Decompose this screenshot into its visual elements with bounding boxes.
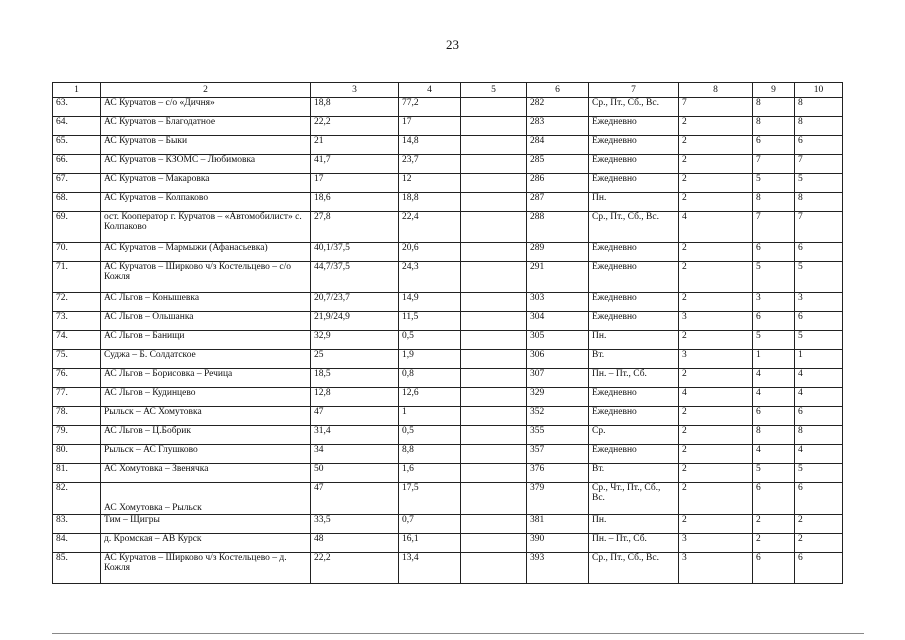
column-5-value <box>461 312 527 331</box>
column-5-value <box>461 483 527 515</box>
route-code: 289 <box>527 243 589 262</box>
column-10-value: 5 <box>795 331 843 350</box>
column-5-value <box>461 369 527 388</box>
route-name: АС Льгов – Банищи <box>101 331 311 350</box>
column-8-value: 2 <box>679 445 753 464</box>
column-10-value: 4 <box>795 388 843 407</box>
row-number: 77. <box>53 388 101 407</box>
column-3-value: 18,5 <box>311 369 399 388</box>
column-9-value: 4 <box>753 445 795 464</box>
column-5-value <box>461 350 527 369</box>
column-4-value: 22,4 <box>399 212 461 243</box>
column-10-value: 2 <box>795 534 843 553</box>
column-4-value: 77,2 <box>399 98 461 117</box>
schedule-days: Пн. – Пт., Сб. <box>589 369 679 388</box>
column-9-value: 2 <box>753 534 795 553</box>
column-5-value <box>461 534 527 553</box>
column-8-value: 3 <box>679 553 753 584</box>
column-4-value: 0,8 <box>399 369 461 388</box>
column-10-value: 4 <box>795 369 843 388</box>
schedule-days: Ежедневно <box>589 262 679 293</box>
column-9-value: 1 <box>753 350 795 369</box>
table-row <box>53 426 843 445</box>
column-9-value: 7 <box>753 155 795 174</box>
table-row <box>53 331 843 350</box>
route-name: д. Кромская – АВ Курск <box>101 534 311 553</box>
column-3-value: 21,9/24,9 <box>311 312 399 331</box>
column-8-value: 2 <box>679 331 753 350</box>
column-9-value: 8 <box>753 98 795 117</box>
column-5-value <box>461 426 527 445</box>
column-10-value: 6 <box>795 136 843 155</box>
table-row <box>53 293 843 312</box>
column-9-value: 6 <box>753 553 795 584</box>
table-row <box>53 464 843 483</box>
column-10-value: 1 <box>795 350 843 369</box>
schedule-days: Ежедневно <box>589 155 679 174</box>
row-number: 73. <box>53 312 101 331</box>
row-number: 80. <box>53 445 101 464</box>
route-code: 355 <box>527 426 589 445</box>
column-10-value: 6 <box>795 407 843 426</box>
table-row <box>53 136 843 155</box>
table-row <box>53 388 843 407</box>
column-8-value: 2 <box>679 483 753 515</box>
column-5-value <box>461 331 527 350</box>
column-3-value: 20,7/23,7 <box>311 293 399 312</box>
column-10-value: 5 <box>795 464 843 483</box>
column-3-value: 17 <box>311 174 399 193</box>
column-4-value: 0,7 <box>399 515 461 534</box>
route-name: АС Льгов – Ц.Бобрик <box>101 426 311 445</box>
schedule-days: Ср., Пт., Сб., Вс. <box>589 98 679 117</box>
schedule-days: Вт. <box>589 464 679 483</box>
table-row <box>53 312 843 331</box>
column-3-value: 21 <box>311 136 399 155</box>
column-9-value: 6 <box>753 312 795 331</box>
schedule-days: Ср., Чт., Пт., Сб., Вс. <box>589 483 679 515</box>
column-5-value <box>461 262 527 293</box>
column-8-value: 7 <box>679 98 753 117</box>
route-name: АС Курчатов – Ширково ч/з Костельцево – д. Кожля <box>101 553 311 584</box>
column-5-value <box>461 136 527 155</box>
page-number: 23 <box>446 37 459 52</box>
column-5-value <box>461 193 527 212</box>
table-row <box>53 534 843 553</box>
route-code: 376 <box>527 464 589 483</box>
route-name: АС Курчатов – Мармыжи (Афанасьевка) <box>101 243 311 262</box>
route-code: 282 <box>527 98 589 117</box>
column-5-value <box>461 464 527 483</box>
route-code: 304 <box>527 312 589 331</box>
row-number: 68. <box>53 193 101 212</box>
column-3-value: 40,1/37,5 <box>311 243 399 262</box>
column-8-value: 2 <box>679 515 753 534</box>
column-4-value: 14,9 <box>399 293 461 312</box>
column-9-value: 8 <box>753 426 795 445</box>
column-10-value: 8 <box>795 98 843 117</box>
table-row <box>53 243 843 262</box>
column-4-value: 17 <box>399 117 461 136</box>
column-9-value: 5 <box>753 174 795 193</box>
column-10-value: 4 <box>795 445 843 464</box>
row-number: 63. <box>53 98 101 117</box>
table-row <box>53 262 843 293</box>
column-4-value: 0,5 <box>399 331 461 350</box>
column-8-value: 3 <box>679 534 753 553</box>
column-9-value: 4 <box>753 369 795 388</box>
row-number: 66. <box>53 155 101 174</box>
row-number: 70. <box>53 243 101 262</box>
schedule-days: Ежедневно <box>589 243 679 262</box>
route-code: 284 <box>527 136 589 155</box>
column-9-value: 8 <box>753 117 795 136</box>
row-number: 74. <box>53 331 101 350</box>
column-10-value: 5 <box>795 174 843 193</box>
route-name: АС Курчатов – Быки <box>101 136 311 155</box>
route-name: АС Курчатов – Благодатное <box>101 117 311 136</box>
row-number: 75. <box>53 350 101 369</box>
route-name: ост. Кооператор г. Курчатов – «Автомобилист» с. Колпаково <box>101 212 311 243</box>
route-code: 381 <box>527 515 589 534</box>
column-3-value: 41,7 <box>311 155 399 174</box>
route-name: АС Льгов – Кудинцево <box>101 388 311 407</box>
route-name: АС Курчатов – Ширково ч/з Костельцево – с/о Кожля <box>101 262 311 293</box>
column-10-value: 6 <box>795 553 843 584</box>
column-4-value: 13,4 <box>399 553 461 584</box>
route-code: 390 <box>527 534 589 553</box>
column-4-value: 18,8 <box>399 193 461 212</box>
route-code: 303 <box>527 293 589 312</box>
column-4-value: 8,8 <box>399 445 461 464</box>
column-header-7: 7 <box>589 83 679 98</box>
column-header-6: 6 <box>527 83 589 98</box>
column-8-value: 2 <box>679 174 753 193</box>
schedule-days: Ежедневно <box>589 312 679 331</box>
table-row <box>53 369 843 388</box>
schedule-days: Пн. <box>589 515 679 534</box>
column-4-value: 14,8 <box>399 136 461 155</box>
route-code: 283 <box>527 117 589 136</box>
column-5-value <box>461 407 527 426</box>
column-3-value: 22,2 <box>311 117 399 136</box>
column-10-value: 7 <box>795 155 843 174</box>
column-3-value: 44,7/37,5 <box>311 262 399 293</box>
table-row <box>53 407 843 426</box>
column-3-value: 50 <box>311 464 399 483</box>
column-10-value: 6 <box>795 243 843 262</box>
route-code: 286 <box>527 174 589 193</box>
column-3-value: 22,2 <box>311 553 399 584</box>
schedule-days: Ср., Пт., Сб., Вс. <box>589 553 679 584</box>
route-code: 357 <box>527 445 589 464</box>
column-8-value: 2 <box>679 117 753 136</box>
row-number: 72. <box>53 293 101 312</box>
table-row <box>53 117 843 136</box>
column-9-value: 6 <box>753 243 795 262</box>
column-9-value: 2 <box>753 515 795 534</box>
schedule-days: Пн. – Пт., Сб. <box>589 534 679 553</box>
row-number: 81. <box>53 464 101 483</box>
route-code: 305 <box>527 331 589 350</box>
route-name: АС Курчатов – КЗОМС – Любимовка <box>101 155 311 174</box>
column-5-value <box>461 243 527 262</box>
table-row <box>53 483 843 515</box>
route-code: 288 <box>527 212 589 243</box>
route-name: АС Льгов – Борисовка – Речица <box>101 369 311 388</box>
column-9-value: 4 <box>753 388 795 407</box>
column-10-value: 8 <box>795 193 843 212</box>
column-4-value: 1,6 <box>399 464 461 483</box>
column-5-value <box>461 212 527 243</box>
column-10-value: 5 <box>795 262 843 293</box>
schedule-days: Ср., Пт., Сб., Вс. <box>589 212 679 243</box>
column-9-value: 6 <box>753 407 795 426</box>
column-3-value: 31,4 <box>311 426 399 445</box>
column-8-value: 2 <box>679 369 753 388</box>
column-3-value: 47 <box>311 407 399 426</box>
column-4-value: 0,5 <box>399 426 461 445</box>
row-number: 78. <box>53 407 101 426</box>
route-name: АС Курчатов – Макаровка <box>101 174 311 193</box>
column-4-value: 12 <box>399 174 461 193</box>
column-8-value: 3 <box>679 312 753 331</box>
column-header-8: 8 <box>679 83 753 98</box>
route-name: АС Льгов – Ольшанка <box>101 312 311 331</box>
schedule-days: Ежедневно <box>589 293 679 312</box>
column-header-4: 4 <box>399 83 461 98</box>
column-header-10: 10 <box>795 83 843 98</box>
table-row <box>53 515 843 534</box>
route-name: Тим – Щигры <box>101 515 311 534</box>
table-row <box>53 174 843 193</box>
column-3-value: 32,9 <box>311 331 399 350</box>
schedule-days: Пн. <box>589 331 679 350</box>
route-name: АС Курчатов – с/о «Дичня» <box>101 98 311 117</box>
table-row <box>53 193 843 212</box>
column-9-value: 3 <box>753 293 795 312</box>
column-10-value: 2 <box>795 515 843 534</box>
route-code: 379 <box>527 483 589 515</box>
column-10-value: 8 <box>795 426 843 445</box>
column-5-value <box>461 293 527 312</box>
column-5-value <box>461 155 527 174</box>
row-number: 76. <box>53 369 101 388</box>
schedule-days: Ежедневно <box>589 407 679 426</box>
header-row <box>53 83 843 98</box>
route-name: АС Курчатов – Колпаково <box>101 193 311 212</box>
schedule-days: Пн. <box>589 193 679 212</box>
column-5-value <box>461 98 527 117</box>
column-5-value <box>461 388 527 407</box>
column-4-value: 11,5 <box>399 312 461 331</box>
column-header-5: 5 <box>461 83 527 98</box>
route-code: 352 <box>527 407 589 426</box>
column-3-value: 27,8 <box>311 212 399 243</box>
column-10-value: 7 <box>795 212 843 243</box>
route-name: АС Льгов – Конышевка <box>101 293 311 312</box>
column-10-value: 3 <box>795 293 843 312</box>
route-code: 329 <box>527 388 589 407</box>
route-schedule-table <box>52 82 843 584</box>
column-9-value: 7 <box>753 212 795 243</box>
column-header-2: 2 <box>101 83 311 98</box>
column-4-value: 1 <box>399 407 461 426</box>
column-8-value: 2 <box>679 407 753 426</box>
column-3-value: 33,5 <box>311 515 399 534</box>
table-row <box>53 98 843 117</box>
column-3-value: 34 <box>311 445 399 464</box>
row-number: 65. <box>53 136 101 155</box>
column-8-value: 2 <box>679 293 753 312</box>
column-8-value: 2 <box>679 464 753 483</box>
column-8-value: 2 <box>679 243 753 262</box>
route-name: Рыльск – АС Хомутовка <box>101 407 311 426</box>
column-9-value: 5 <box>753 331 795 350</box>
route-code: 393 <box>527 553 589 584</box>
table-row <box>53 350 843 369</box>
column-10-value: 6 <box>795 312 843 331</box>
column-4-value: 23,7 <box>399 155 461 174</box>
route-name: Суджа – Б. Солдатское <box>101 350 311 369</box>
column-10-value: 8 <box>795 117 843 136</box>
column-5-value <box>461 174 527 193</box>
column-8-value: 2 <box>679 426 753 445</box>
column-header-1: 1 <box>53 83 101 98</box>
route-code: 291 <box>527 262 589 293</box>
column-5-value <box>461 445 527 464</box>
column-3-value: 18,6 <box>311 193 399 212</box>
column-3-value: 48 <box>311 534 399 553</box>
column-4-value: 16,1 <box>399 534 461 553</box>
column-header-3: 3 <box>311 83 399 98</box>
column-9-value: 6 <box>753 483 795 515</box>
column-8-value: 2 <box>679 193 753 212</box>
row-number: 67. <box>53 174 101 193</box>
column-4-value: 12,6 <box>399 388 461 407</box>
column-8-value: 4 <box>679 212 753 243</box>
route-code: 306 <box>527 350 589 369</box>
column-8-value: 2 <box>679 155 753 174</box>
schedule-days: Ежедневно <box>589 117 679 136</box>
schedule-days: Вт. <box>589 350 679 369</box>
schedule-days: Ежедневно <box>589 136 679 155</box>
schedule-days: Ежедневно <box>589 174 679 193</box>
column-3-value: 25 <box>311 350 399 369</box>
column-4-value: 1,9 <box>399 350 461 369</box>
route-name: Рыльск – АС Глушково <box>101 445 311 464</box>
column-4-value: 20,6 <box>399 243 461 262</box>
row-number: 71. <box>53 262 101 293</box>
route-name: АС Хомутовка – Звенячка <box>101 464 311 483</box>
schedule-days: Ежедневно <box>589 388 679 407</box>
table-row <box>53 445 843 464</box>
route-code: 307 <box>527 369 589 388</box>
column-9-value: 5 <box>753 262 795 293</box>
row-number: 84. <box>53 534 101 553</box>
column-9-value: 5 <box>753 464 795 483</box>
row-number: 69. <box>53 212 101 243</box>
column-5-value <box>461 515 527 534</box>
column-4-value: 24,3 <box>399 262 461 293</box>
column-8-value: 2 <box>679 262 753 293</box>
column-3-value: 47 <box>311 483 399 515</box>
column-8-value: 3 <box>679 350 753 369</box>
column-4-value: 17,5 <box>399 483 461 515</box>
row-number: 82. <box>53 483 101 515</box>
schedule-days: Ежедневно <box>589 445 679 464</box>
route-code: 285 <box>527 155 589 174</box>
route-name: АС Хомутовка – Рыльск <box>101 483 311 515</box>
column-8-value: 4 <box>679 388 753 407</box>
column-5-value <box>461 553 527 584</box>
row-number: 85. <box>53 553 101 584</box>
row-number: 64. <box>53 117 101 136</box>
route-code: 287 <box>527 193 589 212</box>
column-9-value: 8 <box>753 193 795 212</box>
column-3-value: 12,8 <box>311 388 399 407</box>
table-row <box>53 155 843 174</box>
column-9-value: 6 <box>753 136 795 155</box>
schedule-days: Ср. <box>589 426 679 445</box>
table-body <box>53 98 843 584</box>
row-number: 83. <box>53 515 101 534</box>
column-8-value: 2 <box>679 136 753 155</box>
table-row <box>53 553 843 584</box>
column-header-9: 9 <box>753 83 795 98</box>
page-bottom-rule <box>52 633 864 634</box>
row-number: 79. <box>53 426 101 445</box>
column-10-value: 6 <box>795 483 843 515</box>
column-3-value: 18,8 <box>311 98 399 117</box>
column-5-value <box>461 117 527 136</box>
table-row <box>53 212 843 243</box>
